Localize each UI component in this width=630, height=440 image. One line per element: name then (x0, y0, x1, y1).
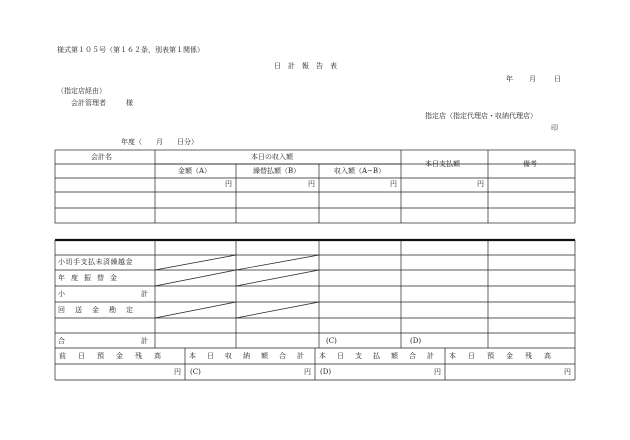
period-label: 年度（ 月 日分） (121, 138, 198, 146)
footer-today-receipt-total: 本日収納額合計 (189, 352, 315, 360)
yen-unit: 円 (477, 180, 484, 188)
footer-today-balance: 本日預金残高 (449, 352, 563, 360)
mark-c: (C) (326, 337, 337, 345)
footer-mark-c: (C) (190, 368, 201, 376)
footer-yen-unit: 円 (304, 368, 311, 376)
footer-today-payment-total: 本日支払額合計 (319, 352, 445, 360)
footer-yen-unit: 円 (564, 368, 571, 376)
yen-unit: 円 (308, 180, 315, 188)
form-number: 様式第１０５号（第１６２条，別表第１関係） (57, 46, 204, 54)
row-remittance: 回送金勘定 (58, 306, 143, 314)
footer-prev-balance: 前日預金残高 (59, 352, 173, 360)
row-year-transfer: 年度振替金 (58, 274, 123, 282)
row-checks: 小切手支払未済繰越金 (58, 258, 133, 266)
footer-yen-unit: 円 (174, 368, 181, 376)
date-year-label: 年 (506, 75, 513, 83)
col-account: 会計名 (91, 153, 112, 161)
sender-label: 指定店（指定代理店・収納代理店） (425, 112, 537, 120)
seal-mark: 印 (551, 124, 558, 132)
yen-unit: 円 (390, 180, 397, 188)
footer-yen-unit: 円 (434, 368, 441, 376)
honorific-label: 様 (126, 99, 133, 107)
col-today-payment: 本日支払額 (425, 160, 460, 168)
addressee-label: 会計管理者 (71, 99, 106, 107)
mark-d: (D) (410, 337, 422, 345)
col-transfer-b: 繰替払額（B） (253, 167, 301, 175)
row-total: 合計 (58, 337, 224, 345)
col-today-income: 本日の収入額 (251, 153, 293, 161)
date-month-label: 月 (529, 75, 536, 83)
col-amount-a: 金額（A） (178, 167, 212, 175)
yen-unit: 円 (225, 180, 232, 188)
route-label: （指定店経由） (57, 87, 106, 95)
col-remarks: 備考 (523, 160, 537, 168)
date-day-label: 日 (554, 75, 561, 83)
document-title: 日 計 報 告 表 (274, 62, 337, 70)
row-subtotal: 小計 (58, 290, 224, 298)
footer-mark-d: (D) (320, 368, 332, 376)
col-income-ab: 収入額（A−B） (334, 167, 386, 175)
